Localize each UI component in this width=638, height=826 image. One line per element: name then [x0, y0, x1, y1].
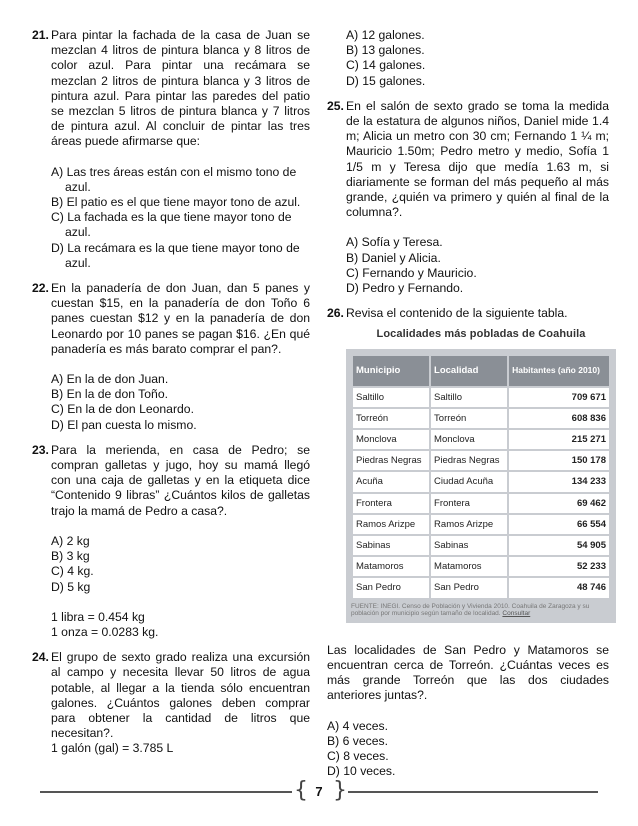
- table-row: [353, 557, 609, 576]
- cell-habitantes: 54 905: [509, 536, 609, 555]
- question-text: Para la merienda, en casa de Pedro; se compran galletas y jugo, hoy su mamá llegó con una caja de galletas y en la etiqueta dice “Contenido 9 libras” ¿Cuántos kilos de galletas trajo la mamá de Pedro a casa?.: [51, 442, 310, 518]
- header-municipio: Municipio: [353, 356, 429, 386]
- population-table-figure: [346, 327, 616, 622]
- cell-localidad: Frontera: [431, 494, 507, 513]
- cell-municipio: Monclova: [353, 430, 429, 449]
- cell-localidad: Piedras Negras: [431, 451, 507, 470]
- question-23: [32, 443, 310, 640]
- table-header-row: [353, 356, 609, 386]
- cell-municipio: Piedras Negras: [353, 451, 429, 470]
- table-source: [351, 603, 611, 618]
- cell-municipio: Saltillo: [353, 388, 429, 407]
- question-number: 21.: [32, 28, 49, 42]
- cell-municipio: San Pedro: [353, 578, 429, 597]
- question-number: 23.: [32, 442, 49, 457]
- source-text: FUENTE: INEGI. Censo de Población y Vivienda 2010. Coahuila de Zaragoza y su población por municipio según tamaño de localidad.: [351, 602, 590, 618]
- cell-municipio: Ramos Arizpe: [353, 515, 429, 534]
- option-c: C) 4 kg.: [51, 564, 94, 579]
- cell-localidad: Ramos Arizpe: [431, 515, 507, 534]
- cell-localidad: Monclova: [431, 430, 507, 449]
- cell-municipio: Frontera: [353, 494, 429, 513]
- option-c: C) Fernando y Mauricio.: [346, 265, 477, 280]
- table-row: [353, 578, 609, 597]
- question-26: [327, 306, 609, 779]
- cell-habitantes: 52 233: [509, 557, 609, 576]
- page-number: 7: [315, 784, 323, 799]
- cell-habitantes: 48 746: [509, 578, 609, 597]
- table-frame: [346, 349, 616, 623]
- question-24-options: [327, 28, 609, 89]
- option-a: A) 2 kg: [51, 533, 90, 548]
- cell-localidad: San Pedro: [431, 578, 507, 597]
- option-b: B) 3 kg: [51, 549, 90, 564]
- cell-habitantes: 709 671: [509, 388, 609, 407]
- option-c: C) En la de don Leonardo.: [51, 402, 194, 417]
- conversion-note: 1 libra = 0.454 kg: [51, 609, 145, 624]
- option-d: D) La recámara es la que tiene mayor tono de azul.: [51, 240, 300, 270]
- cell-localidad: Ciudad Acuña: [431, 472, 507, 491]
- conversion-note: 1 galón (gal) = 3.785 L: [51, 741, 174, 756]
- page-footer: [0, 776, 638, 806]
- source-link[interactable]: Consultar: [502, 610, 531, 618]
- question-text: El grupo de sexto grado realiza una excursión al campo y necesita llevar 50 litros de agua potable, al llegar a la tienda sólo encuentran galones. ¿Cuántos galones deben comprar para obtener la cantidad de litros que necesitan?.: [51, 650, 310, 741]
- option-d: D) 5 kg: [51, 579, 91, 594]
- option-b: B) 6 veces.: [327, 733, 388, 748]
- population-table: [351, 354, 611, 600]
- cell-habitantes: 69 462: [509, 494, 609, 513]
- option-d: D) Pedro y Fernando.: [346, 281, 464, 296]
- option-d: D) El pan cuesta lo mismo.: [51, 417, 197, 432]
- cell-municipio: Matamoros: [353, 557, 429, 576]
- option-a: A) En la de don Juan.: [51, 372, 169, 387]
- cell-habitantes: 134 233: [509, 472, 609, 491]
- question-text: En el salón de sexto grado se toma la medida de la estatura de algunos niños, Daniel mide 1.4 m; Alicia un metro con 30 cm; Fernando 1 ¼ m; Mauricio 1.50m; Pedro metro y medio, Sofía 1 1/5 m y Teresa dijo que medía 1.63 m, si diariamente se forman del más pequeño al más grande, ¿quién va primero y quién al final de la columna?.: [346, 98, 609, 220]
- cell-habitantes: 215 271: [509, 430, 609, 449]
- bracket-right-glyph: }: [333, 778, 347, 803]
- question-number: 22.: [32, 281, 49, 296]
- question-text: Para pintar la fachada de la casa de Juan se mezclan 4 litros de pintura blanca y 8 litros de color azul. Para pintar una recámara se mezclan 2 litros de pintura blanca y 3 litros de pintura azul. Para pintar las paredes del patio se mezclan 5 litros de pintura blanca y 7 litros de pintura azul. Al concluir de pintar las tres áreas puede afirmarse que:: [51, 28, 310, 149]
- question-number: 25.: [327, 98, 344, 113]
- table-row: [353, 451, 609, 470]
- option-c: C) 8 veces.: [327, 748, 389, 763]
- question-text: Revisa el contenido de la siguiente tabla.: [346, 306, 568, 321]
- option-c: C) La fachada es la que tiene mayor tono de azul.: [51, 210, 292, 240]
- question-25: [327, 99, 609, 296]
- bracket-left-glyph: {: [294, 778, 308, 803]
- cell-localidad: Sabinas: [431, 536, 507, 555]
- cell-localidad: Matamoros: [431, 557, 507, 576]
- option-a: A) 4 veces.: [327, 718, 388, 733]
- question-21: [32, 28, 310, 271]
- cell-municipio: Acuña: [353, 472, 429, 491]
- question-24: [32, 650, 310, 756]
- cell-habitantes: 66 554: [509, 515, 609, 534]
- footer-rule-left: [40, 791, 292, 793]
- option-a: A) Sofía y Teresa.: [346, 235, 443, 250]
- option-b: B) Daniel y Alicia.: [346, 250, 441, 265]
- header-habitantes: Habitantes (año 2010): [509, 356, 609, 386]
- option-b: B) El patio es el que tiene mayor tono de azul.: [51, 195, 301, 210]
- question-number: 24.: [32, 650, 49, 665]
- table-row: [353, 472, 609, 491]
- cell-municipio: Torreón: [353, 409, 429, 428]
- header-localidad: Localidad: [431, 356, 507, 386]
- cell-localidad: Saltillo: [431, 388, 507, 407]
- left-column: [32, 28, 310, 763]
- table-row: [353, 388, 609, 407]
- option-c: C) 14 galones.: [346, 58, 426, 73]
- option-d: D) 10 veces.: [327, 764, 396, 779]
- right-column: [327, 28, 609, 785]
- table-row: [353, 430, 609, 449]
- question-22: [32, 281, 310, 433]
- table-row: [353, 494, 609, 513]
- cell-municipio: Sabinas: [353, 536, 429, 555]
- table-row: [353, 515, 609, 534]
- table-row: [353, 409, 609, 428]
- option-b: B) En la de don Toño.: [51, 387, 168, 402]
- cell-habitantes: 150 178: [509, 451, 609, 470]
- table-title: Localidades más pobladas de Coahuila: [376, 328, 586, 341]
- question-26-prompt: Las localidades de San Pedro y Matamoros se encuentran cerca de Torreón. ¿Cuántas veces es más grande Torreón que las dos ciudades anteriores juntas?.: [327, 642, 609, 703]
- option-a: A) 12 galones.: [346, 28, 425, 42]
- question-text: En la panadería de don Juan, dan 5 panes y cuestan $15, en la panadería de don Toño 6 panes cuestan $12 y en la panadería de don Leonardo por 10 panes se pagan $16. ¿En qué panadería es más barato comprar el pan?.: [51, 281, 310, 356]
- question-number: 26.: [327, 306, 344, 321]
- conversion-note: 1 onza = 0.0283 kg.: [51, 624, 159, 639]
- cell-habitantes: 608 836: [509, 409, 609, 428]
- option-d: D) 15 galones.: [346, 73, 426, 88]
- option-a: A) Las tres áreas están con el mismo tono de azul.: [51, 164, 297, 194]
- option-b: B) 13 galones.: [346, 43, 425, 58]
- footer-rule-right: [348, 791, 598, 793]
- cell-localidad: Torreón: [431, 409, 507, 428]
- table-row: [353, 536, 609, 555]
